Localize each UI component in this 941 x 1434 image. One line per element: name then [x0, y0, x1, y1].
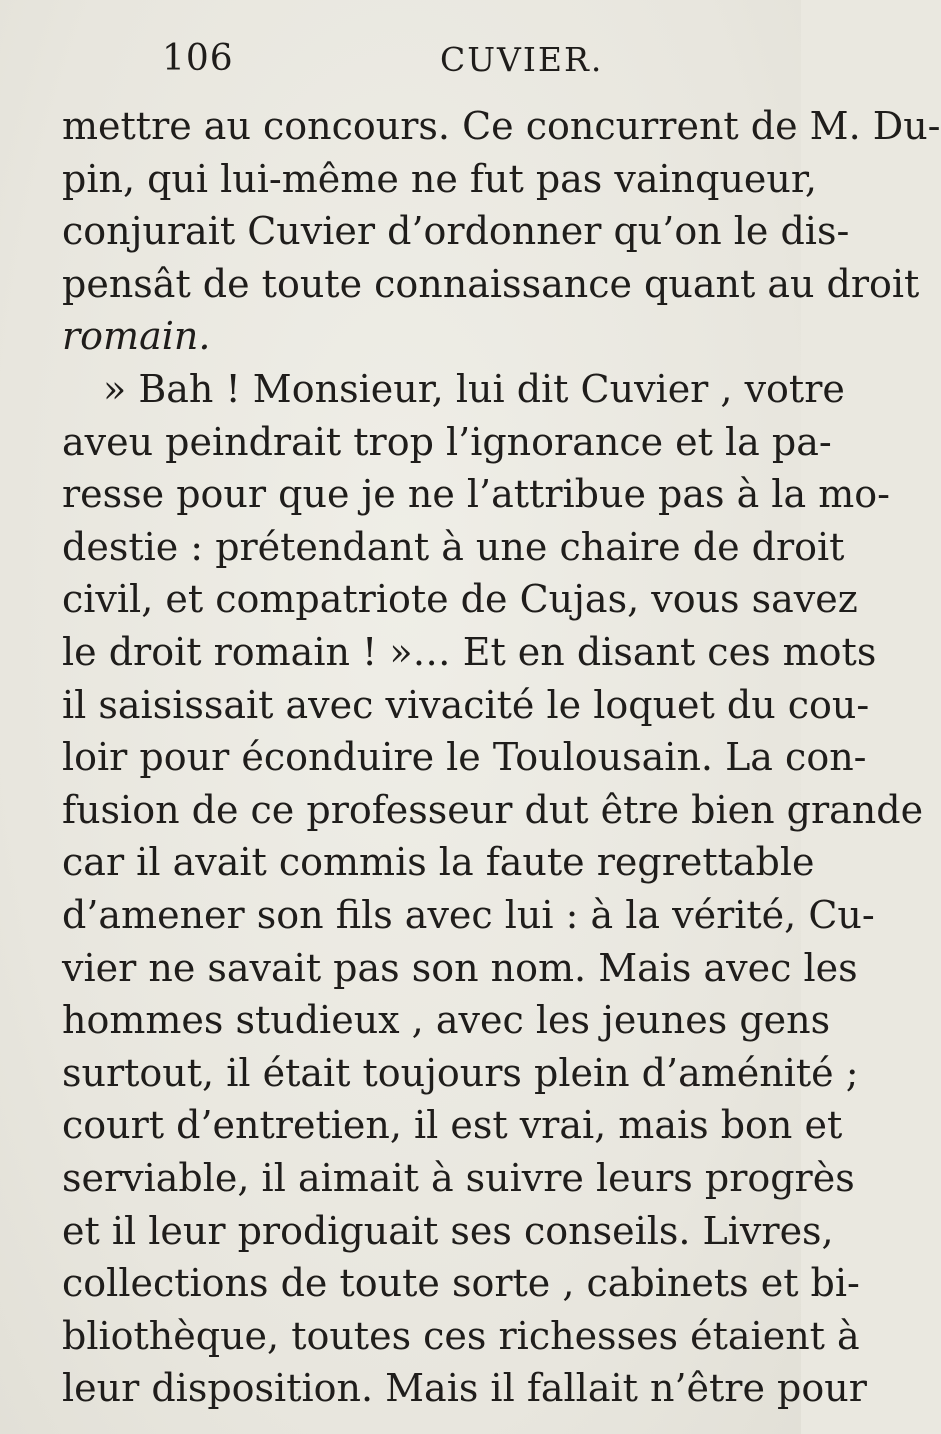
- text-line: hommes studieux , avec les jeunes gens: [62, 998, 831, 1043]
- body-text: [0, 100, 941, 1420]
- text-line: collections de toute sorte , cabinets et bi-: [62, 1261, 860, 1306]
- text-line: fusion de ce professeur dut être bien grande: [62, 787, 924, 832]
- text-line: conjurait Cuvier d’ordonner qu’on le dis-: [62, 209, 850, 254]
- text-line: vier ne savait pas son nom. Mais avec les: [62, 945, 858, 990]
- text-line: surtout, il était toujours plein d’aménité ;: [62, 1050, 859, 1095]
- text-line: loir pour éconduire le Toulousain. La con-: [62, 735, 867, 780]
- text-line: mettre au concours. Ce concurrent de M. Du-: [62, 104, 941, 148]
- text-line: car il avait commis la faute regrettable: [62, 840, 815, 885]
- text-line: court d’entretien, il est vrai, mais bon et: [62, 1103, 843, 1148]
- page-number: 106: [162, 38, 234, 79]
- text-line: d’amener son fils avec lui : à la vérité, Cu-: [62, 893, 875, 937]
- text-line: resse pour que je ne l’attribue pas à la mo-: [62, 472, 890, 517]
- text-line: bliothèque, toutes ces richesses étaient à: [62, 1313, 860, 1358]
- running-head: CUVIER.: [440, 40, 604, 79]
- text-line: aveu peindrait trop l’ignorance et la pa-: [62, 419, 832, 464]
- text-line: pin, qui lui-même ne fut pas vainqueur,: [62, 156, 817, 201]
- text-line: civil, et compatriote de Cujas, vous savez: [62, 577, 858, 622]
- text-line: il saisissait avec vivacité le loquet du cou-: [62, 682, 870, 727]
- text-line: leur disposition. Mais il fallait n’être pour: [62, 1366, 867, 1411]
- text-line: destie : prétendant à une chaire de droit: [62, 524, 845, 569]
- page-header: [0, 38, 801, 88]
- text-line: » Bah ! Monsieur, lui dit Cuvier , votre: [103, 367, 845, 411]
- text-line: pensât de toute connaissance quant au droit: [62, 261, 920, 306]
- text-line: romain.: [62, 314, 211, 359]
- text-line: et il leur prodiguait ses conseils. Livres,: [62, 1208, 834, 1253]
- text-line: serviable, il aimait à suivre leurs progrès: [62, 1156, 855, 1200]
- text-line: le droit romain ! »… Et en disant ces mots: [62, 630, 877, 674]
